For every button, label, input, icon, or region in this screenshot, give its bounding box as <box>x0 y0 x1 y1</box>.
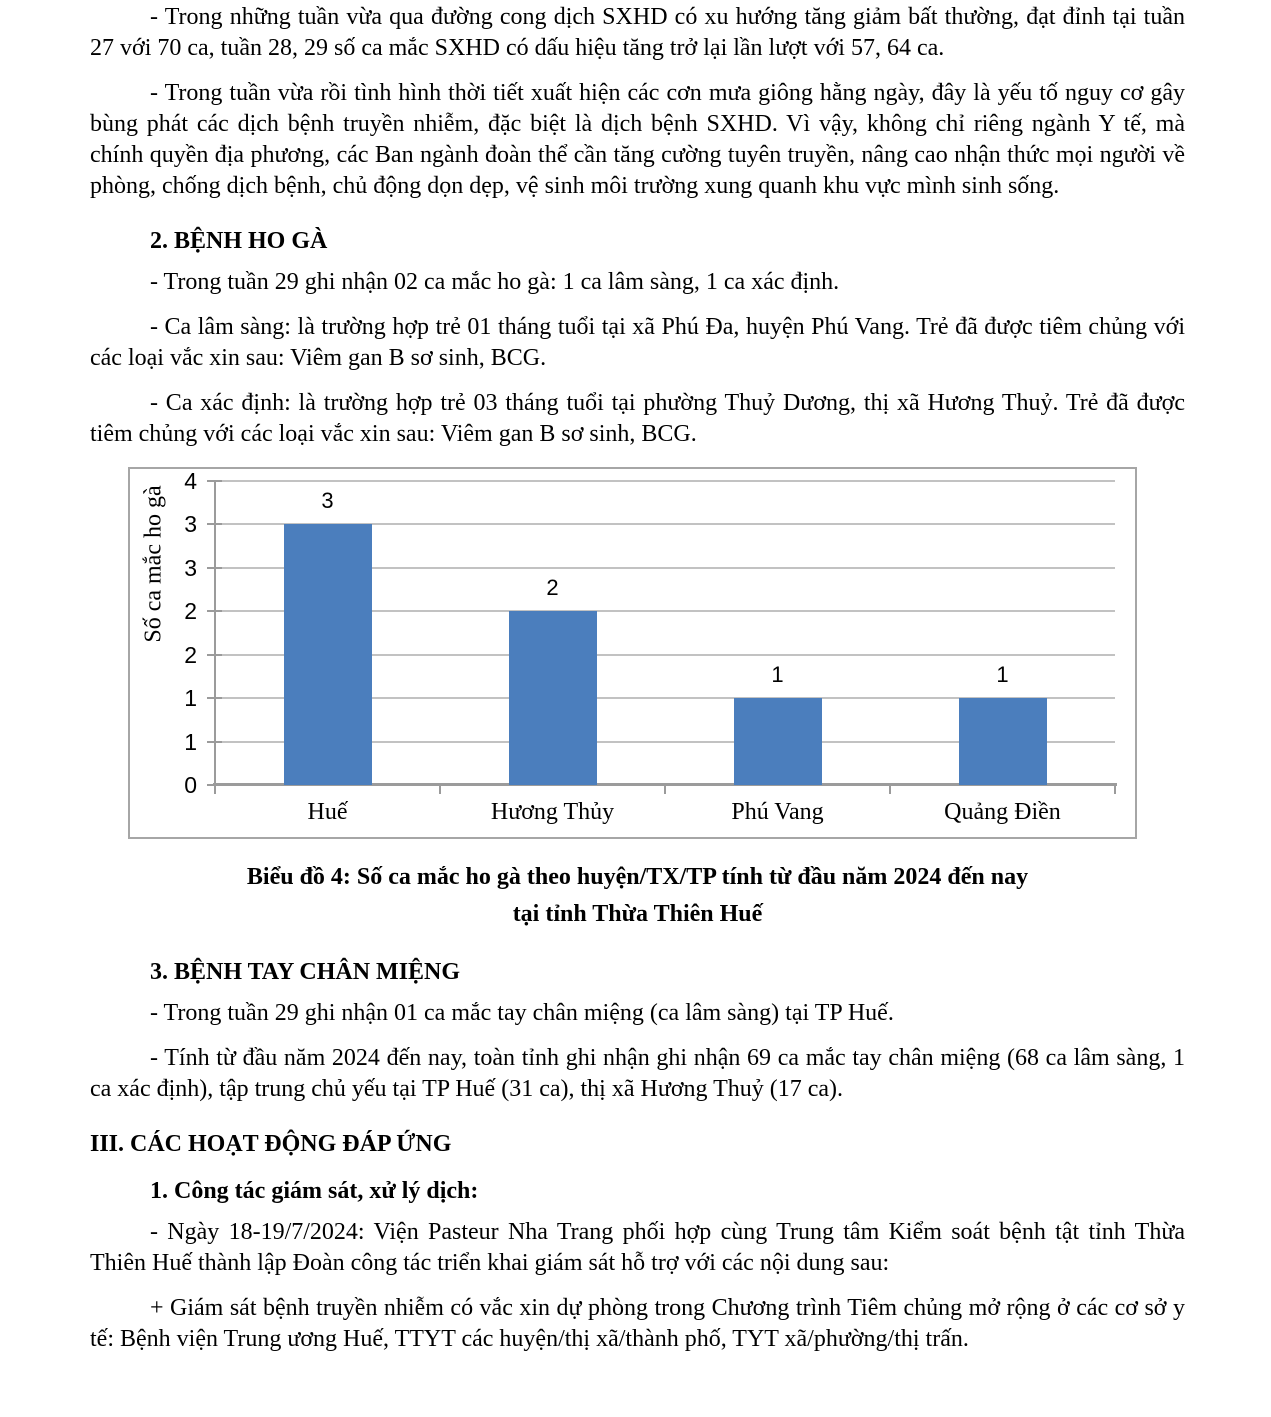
subsection-heading-surveillance: 1. Công tác giám sát, xử lý dịch: <box>150 1178 479 1204</box>
para-epi-surveillance: + Giám sát bệnh truyền nhiễm có vắc xin dự phòng trong Chương trình Tiêm chủng mở rộng ở các cơ sở y tế: Bệnh viện Trung ương Huế, TTYT các huyện/thị xã/thành phố, TYT xã/phường/thị trấn. <box>90 1295 1185 1352</box>
section-heading-pertussis: 2. BỆNH HO GÀ <box>150 228 328 254</box>
chart-gridline <box>215 480 1115 482</box>
y-axis-tick-label: 1 <box>184 729 197 755</box>
x-axis-tick <box>214 784 216 794</box>
chart-bar <box>509 611 597 785</box>
x-axis-category-label: Quảng Điền <box>944 799 1061 825</box>
para-pertussis-clinical-case: - Ca lâm sàng: là trường hợp trẻ 01 tháng tuổi tại xã Phú Đa, huyện Phú Vang. Trẻ đã được tiêm chủng với các loại vắc xin sau: Viêm gan B sơ sinh, BCG. <box>90 314 1185 371</box>
y-axis-tick-label: 0 <box>184 772 197 798</box>
para-sxhd-weather-risk: - Trong tuần vừa rồi tình hình thời tiết xuất hiện các cơn mưa giông hằng ngày, đây là yếu tố nguy cơ gây bùng phát các dịch bệnh truyền nhiễm, đặc biệt là dịch bệnh SXHD. Vì vậy, không chỉ riêng ngành Y tế, mà chính quyền địa phương, các Ban ngành đoàn thể cần tăng cường tuyên truyền, nâng cao nhận thức mọi người về phòng, chống dịch bệnh, chủ động dọn dẹp, vệ sinh môi trường xung quanh khu vực mình sinh sống. <box>90 80 1185 199</box>
y-axis-tick-label: 2 <box>184 598 197 624</box>
para-hfmd-ytd: - Tính từ đầu năm 2024 đến nay, toàn tỉnh ghi nhận ghi nhận 69 ca mắc tay chân miệng (68 ca lâm sàng, 1 ca xác định), tập trung chủ yếu tại TP Huế (31 ca), thị xã Hương Thuỷ (17 ca). <box>90 1045 1185 1102</box>
x-axis-category-label: Huế <box>307 799 348 825</box>
x-axis-tick <box>439 784 441 794</box>
x-axis-tick <box>1114 784 1116 794</box>
x-axis-tick <box>664 784 666 794</box>
y-axis-line <box>214 480 216 786</box>
y-axis-tick-label: 4 <box>184 468 197 494</box>
y-axis-tick-label: 1 <box>184 685 197 711</box>
y-axis-tick-label: 3 <box>184 511 197 537</box>
y-axis-tick-label: 3 <box>184 555 197 581</box>
chart-data-label: 3 <box>321 488 334 513</box>
para-pertussis-confirmed-case: - Ca xác định: là trường hợp trẻ 03 tháng tuổi tại phường Thuỷ Dương, thị xã Hương Thuỷ. Trẻ đã được tiêm chủng với các loại vắc xin sau: Viêm gan B sơ sinh, BCG. <box>90 390 1185 447</box>
y-axis-tick-label: 2 <box>184 642 197 668</box>
chart-caption-line1: Biểu đồ 4: Số ca mắc ho gà theo huyện/TX/TP tính từ đầu năm 2024 đến nay <box>246 864 1029 890</box>
para-pasteur-mission: - Ngày 18-19/7/2024: Viện Pasteur Nha Trang phối hợp cùng Trung tâm Kiểm soát bệnh tật tỉnh Thừa Thiên Huế thành lập Đoàn công tác triển khai giám sát hỗ trợ với các nội dung sau: <box>90 1219 1185 1276</box>
chart-bar <box>959 698 1047 785</box>
chart-data-label: 1 <box>771 662 784 687</box>
chart-caption-line2: tại tỉnh Thừa Thiên Huế <box>512 901 763 927</box>
para-hfmd-week29: - Trong tuần 29 ghi nhận 01 ca mắc tay chân miệng (ca lâm sàng) tại TP Huế. <box>150 1000 894 1026</box>
chart-y-axis-title: Số ca mắc ho gà <box>140 485 167 643</box>
chart-data-label: 2 <box>546 575 559 600</box>
chart-bar <box>734 698 822 785</box>
pertussis-bar-chart <box>128 467 1137 839</box>
para-pertussis-week29: - Trong tuần 29 ghi nhận 02 ca mắc ho gà: 1 ca lâm sàng, 1 ca xác định. <box>150 269 840 295</box>
section-heading-hfmd: 3. BỆNH TAY CHÂN MIỆNG <box>150 959 461 985</box>
x-axis-category-label: Phú Vang <box>731 799 824 825</box>
chart-caption <box>90 859 1185 933</box>
x-axis-tick <box>889 784 891 794</box>
section-heading-response-activities: III. CÁC HOẠT ĐỘNG ĐÁP ỨNG <box>90 1131 452 1157</box>
x-axis-category-label: Hương Thủy <box>490 799 615 825</box>
para-sxhd-trend: - Trong những tuần vừa qua đường cong dịch SXHD có xu hướng tăng giảm bất thường, đạt đỉnh tại tuần 27 với 70 ca, tuần 28, 29 số ca mắc SXHD có dấu hiệu tăng trở lại lần lượt với 57, 64 ca. <box>90 4 1185 61</box>
chart-bar <box>284 524 372 785</box>
chart-data-label: 1 <box>996 662 1009 687</box>
chart-plot-area <box>184 468 1115 825</box>
